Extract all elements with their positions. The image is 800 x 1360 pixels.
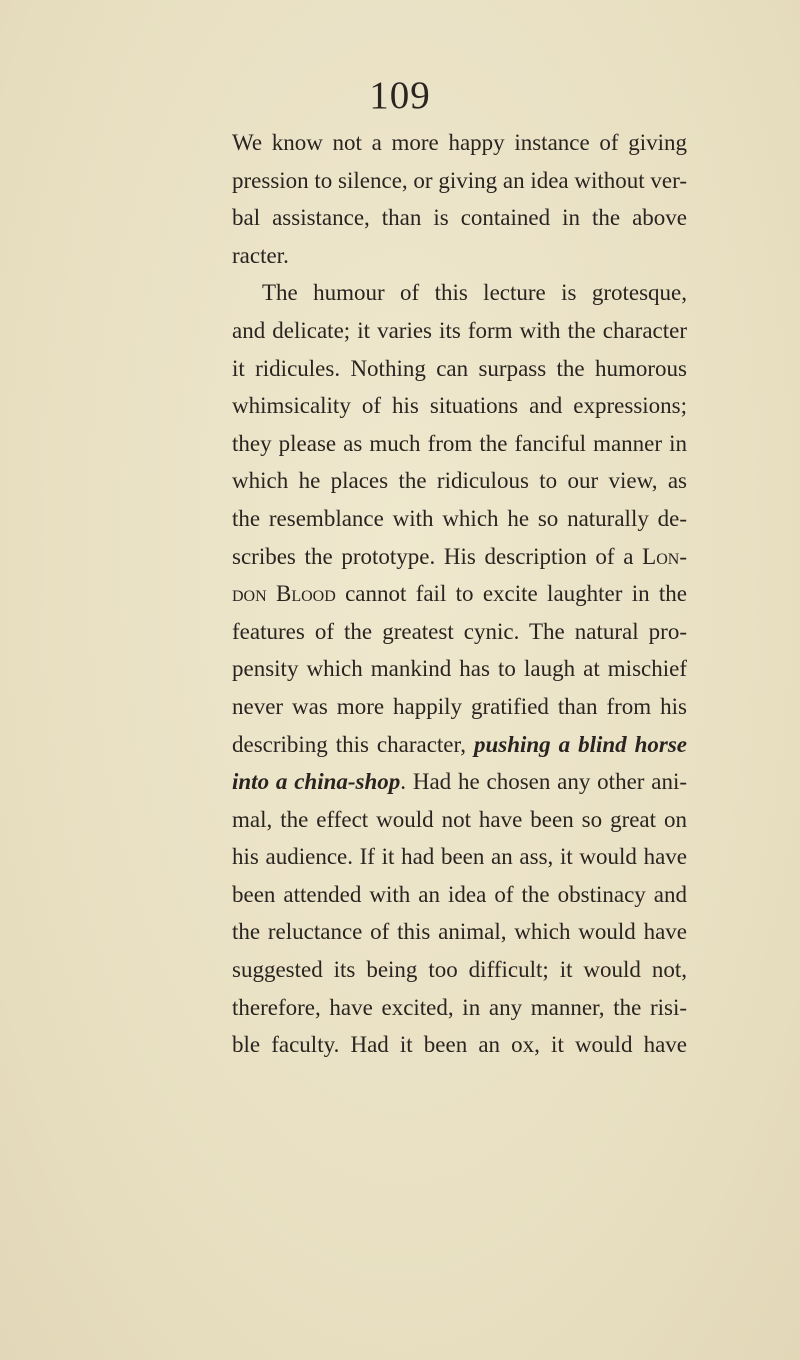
text-line: it ridicules. Nothing can surpass the humorous [232,355,687,381]
text-line: bal assistance, than is contained in the above [232,205,687,231]
text-line: ble faculty. Had it been an ox, it would have [232,1032,687,1058]
smallcaps-london-part1: Lon- [642,543,687,569]
line-remainder: cannot fail to excite laughter in the [345,581,687,607]
italic-phrase: into a china-shop [232,769,401,795]
text-line: We know not a more happy instance of giving [232,130,687,155]
body-text [232,124,687,1064]
text-line: his audience. If it had been an ass, it would have [232,844,687,870]
text-line: into a china-shop. Had he chosen any other ani- [232,769,687,795]
text-line: whimsicality of his situations and expressions; [232,393,687,419]
text-line: which he places the ridiculous to our view, as [232,468,687,494]
text-line: mal, the effect would not have been so great on [232,806,687,832]
italic-phrase: pushing a blind horse [473,731,687,757]
text-line: the resemblance with which he so naturally de- [232,505,687,531]
page-number: 109 [369,74,431,117]
smallcaps-london-part2: don [232,581,267,607]
text-line: been attended with an idea of the obstinacy and [232,881,687,907]
text-line: therefore, have excited, in any manner, the risi- [232,994,687,1020]
text-line: suggested its being too difficult; it would not, [232,957,687,983]
text-line: features of the greatest cynic. The natural pro- [232,618,687,644]
text-line: never was more happily gratified than from his [232,693,687,719]
text-line: The humour of this lecture is grotesque, [262,280,687,306]
text-line: and delicate; it varies its form with the character [232,317,687,343]
smallcaps-blood: Blood [275,581,336,607]
text-line: they please as much from the fanciful manner in [232,430,687,456]
text-line: scribes the prototype. His description of a Lon- [232,543,687,569]
text-line: racter. [232,242,289,268]
text-line [232,575,687,613]
text-line: pensity which mankind has to laugh at mischief [232,656,687,682]
text-line: describing this character, pushing a blind horse [232,731,687,757]
text-line: pression to silence, or giving an idea without ver- [232,167,687,193]
text-line: the reluctance of this animal, which would have [232,919,687,945]
